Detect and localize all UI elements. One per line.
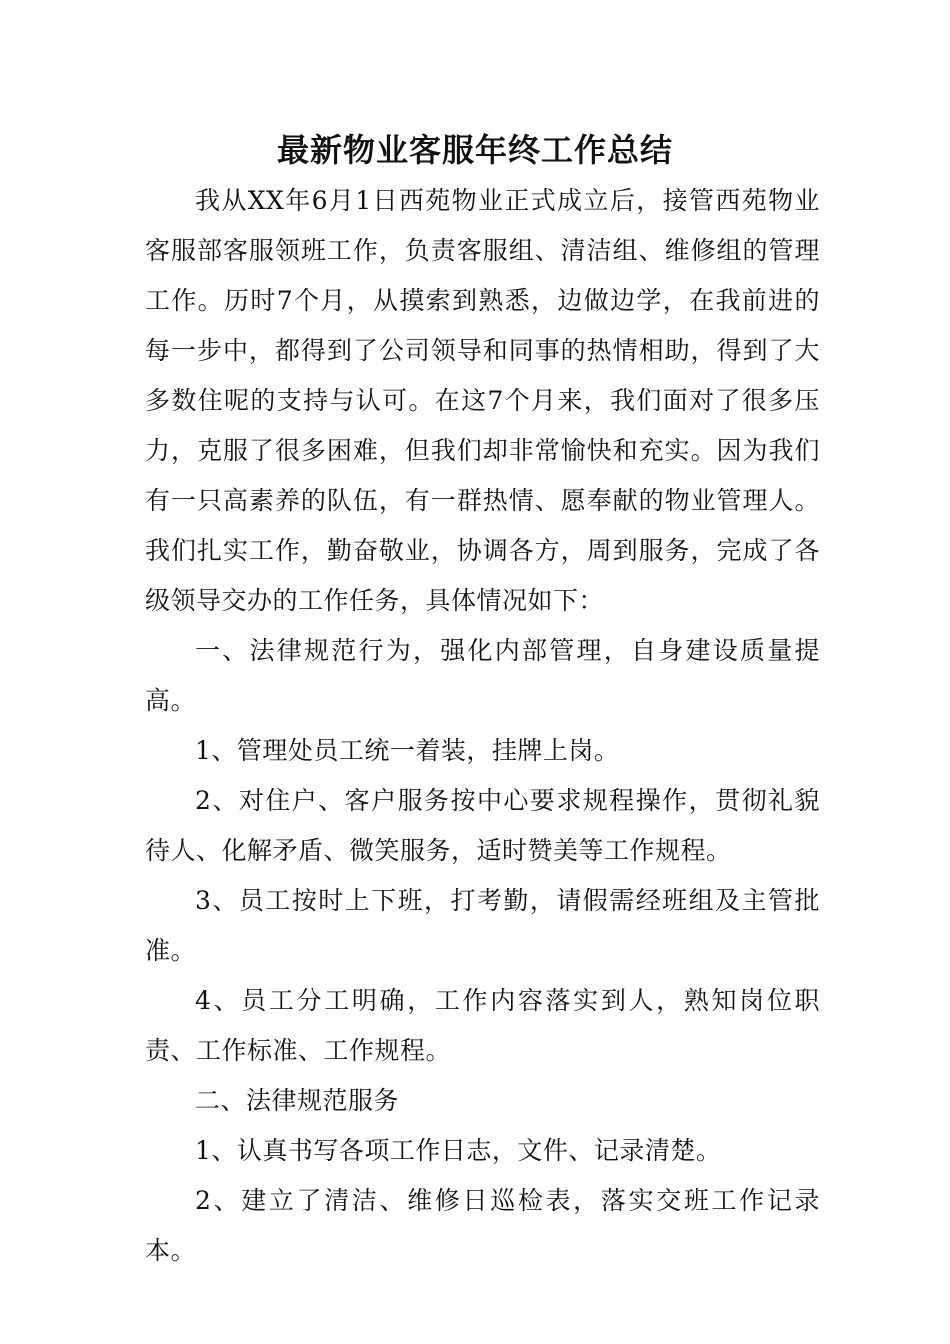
- paragraph-item-2-2: 2、建立了清洁、维修日巡检表，落实交班工作记录本。: [145, 1186, 820, 1265]
- paragraph-item-2-1: 1、认真书写各项工作日志，文件、记录清楚。: [195, 1136, 722, 1165]
- paragraph-item-1-4: 4、员工分工明确，工作内容落实到人，熟知岗位职责、工作标准、工作规程。: [145, 986, 820, 1065]
- paragraph-section-1-heading: 一、法律规范行为，强化内部管理，自身建设质量提高。: [145, 636, 820, 715]
- document-title: 最新物业客服年终工作总结: [276, 131, 673, 169]
- paragraph-item-1-2: 2、对住户、客户服务按中心要求规程操作，贯彻礼貌待人、化解矛盾、微笑服务，适时赞美等工作规程。: [145, 786, 820, 865]
- paragraph-item-1-1: 1、管理处员工统一着装，挂牌上岗。: [195, 736, 620, 765]
- document-body: [145, 176, 820, 1276]
- paragraph-intro: 我从XX年6月1日西苑物业正式成立后，接管西苑物业客服部客服领班工作，负责客服组、清洁组、维修组的管理工作。历时7个月，从摸索到熟悉，边做边学，在我前进的每一步中，都得到了公司领导和同事的热情相助，得到了大多数住呢的支持与认可。在这7个月来，我们面对了很多压力，克服了很多困难，但我们却非常愉快和充实。因为我们有一只高素养的队伍，有一群热情、愿奉献的物业管理人。我们扎实工作，勤奋敬业，协调各方，周到服务，完成了各级领导交办的工作任务，具体情况如下：: [145, 186, 820, 615]
- paragraph-section-2-heading: 二、法律规范服务: [195, 1086, 400, 1115]
- paragraph-item-1-3: 3、员工按时上下班，打考勤，请假需经班组及主管批准。: [145, 886, 820, 965]
